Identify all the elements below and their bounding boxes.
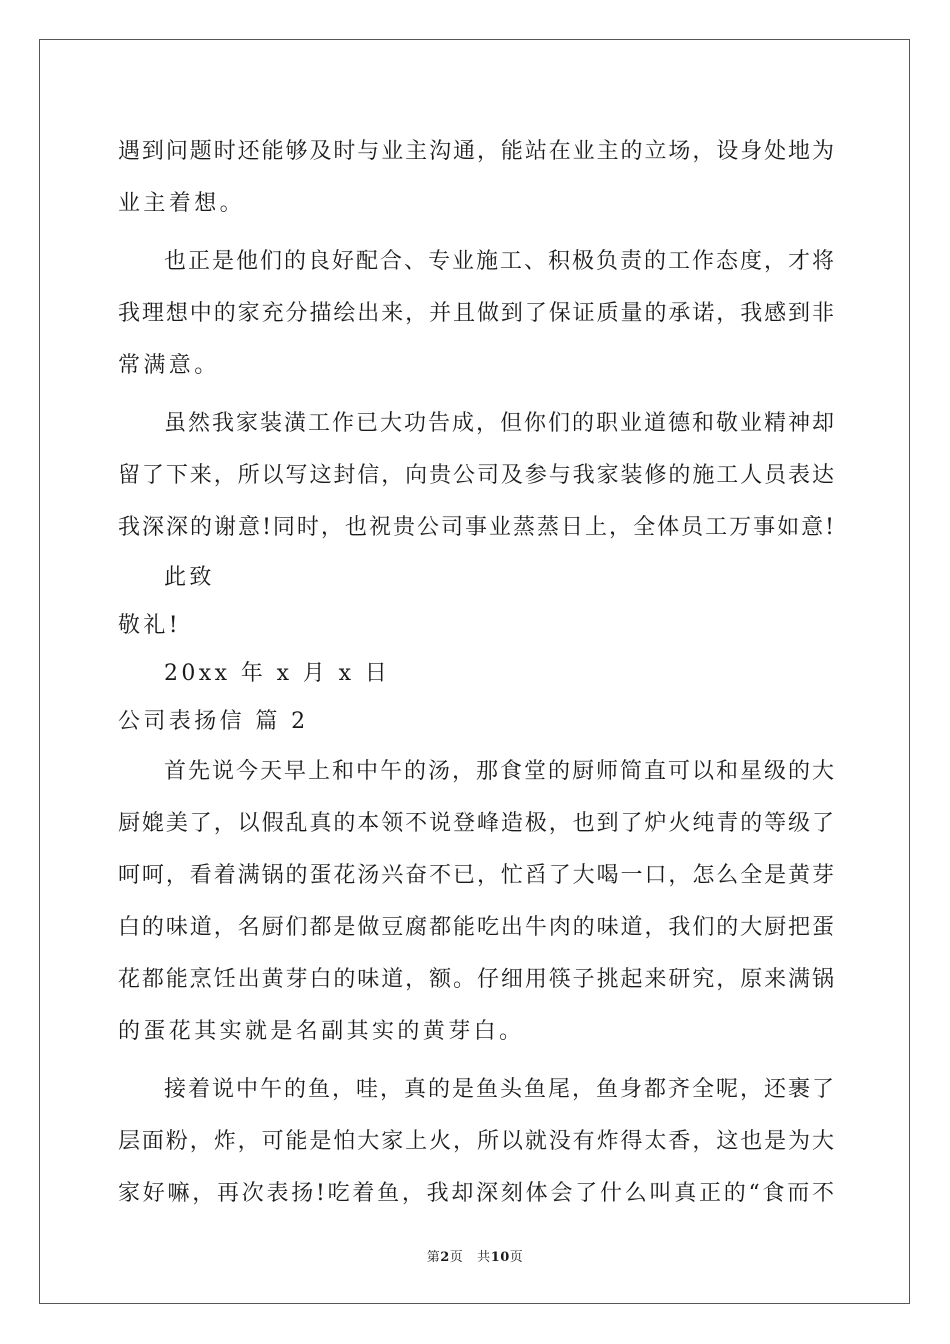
page-footer bbox=[0, 1246, 950, 1265]
footer-prefix: 第 bbox=[426, 1250, 441, 1265]
text-line: 接着说中午的鱼，哇，真的是鱼头鱼尾，鱼身都齐全呢，还裹了 bbox=[164, 1077, 834, 1102]
text-line: 我深深的谢意!同时，也祝贵公司事业蒸蒸日上，全体员工万事如意! bbox=[118, 515, 834, 540]
text-line: 厨媲美了，以假乱真的本领不说登峰造极，也到了炉火纯青的等级了 bbox=[118, 811, 834, 836]
text-line: 家好嘛，再次表扬!吃着鱼，我却深刻体会了什么叫真正的“食而不 bbox=[118, 1181, 834, 1206]
text-line: 层面粉，炸，可能是怕大家上火，所以就没有炸得太香，这也是为大 bbox=[118, 1129, 834, 1154]
text-line: 虽然我家装潢工作已大功告成，但你们的职业道德和敬业精神却 bbox=[164, 411, 834, 436]
text-line: 常满意。 bbox=[118, 353, 220, 378]
section-heading: 公司表扬信 篇 2 bbox=[118, 709, 309, 734]
text-line: 遇到问题时还能够及时与业主沟通，能站在业主的立场，设身处地为 bbox=[118, 139, 834, 164]
letter-date: 20xx 年 x 月 x 日 bbox=[164, 661, 391, 686]
current-page-number: 2 bbox=[440, 1250, 450, 1265]
text-line: 我理想中的家充分描绘出来，并且做到了保证质量的承诺，我感到非 bbox=[118, 301, 834, 326]
text-line: 留了下来，所以写这封信，向贵公司及参与我家装修的施工人员表达 bbox=[118, 463, 834, 488]
text-line: 也正是他们的良好配合、专业施工、积极负责的工作态度，才将 bbox=[164, 249, 834, 274]
text-line: 业主着想。 bbox=[118, 191, 246, 216]
footer-total-suffix: 页 bbox=[509, 1250, 524, 1265]
document-body bbox=[118, 126, 834, 1220]
total-page-count: 10 bbox=[490, 1250, 510, 1265]
text-line: 白的味道，名厨们都是做豆腐都能吃出牛肉的味道，我们的大厨把蛋 bbox=[118, 915, 834, 940]
text-line: 花都能烹饪出黄芽白的味道，额。仔细用筷子挑起来研究，原来满锅 bbox=[118, 967, 834, 992]
text-line: 呵呵，看着满锅的蛋花汤兴奋不已，忙舀了大喝一口，怎么全是黄芽 bbox=[118, 863, 834, 888]
text-line: 的蛋花其实就是名副其实的黄芽白。 bbox=[118, 1019, 525, 1044]
closing-salutation: 此致 bbox=[164, 565, 215, 590]
closing-regards: 敬礼! bbox=[118, 613, 182, 638]
text-line: 首先说今天早上和中午的汤，那食堂的厨师简直可以和星级的大 bbox=[164, 759, 834, 784]
footer-page-suffix: 页 bbox=[449, 1250, 464, 1265]
footer-total-prefix: 共 bbox=[477, 1250, 491, 1265]
